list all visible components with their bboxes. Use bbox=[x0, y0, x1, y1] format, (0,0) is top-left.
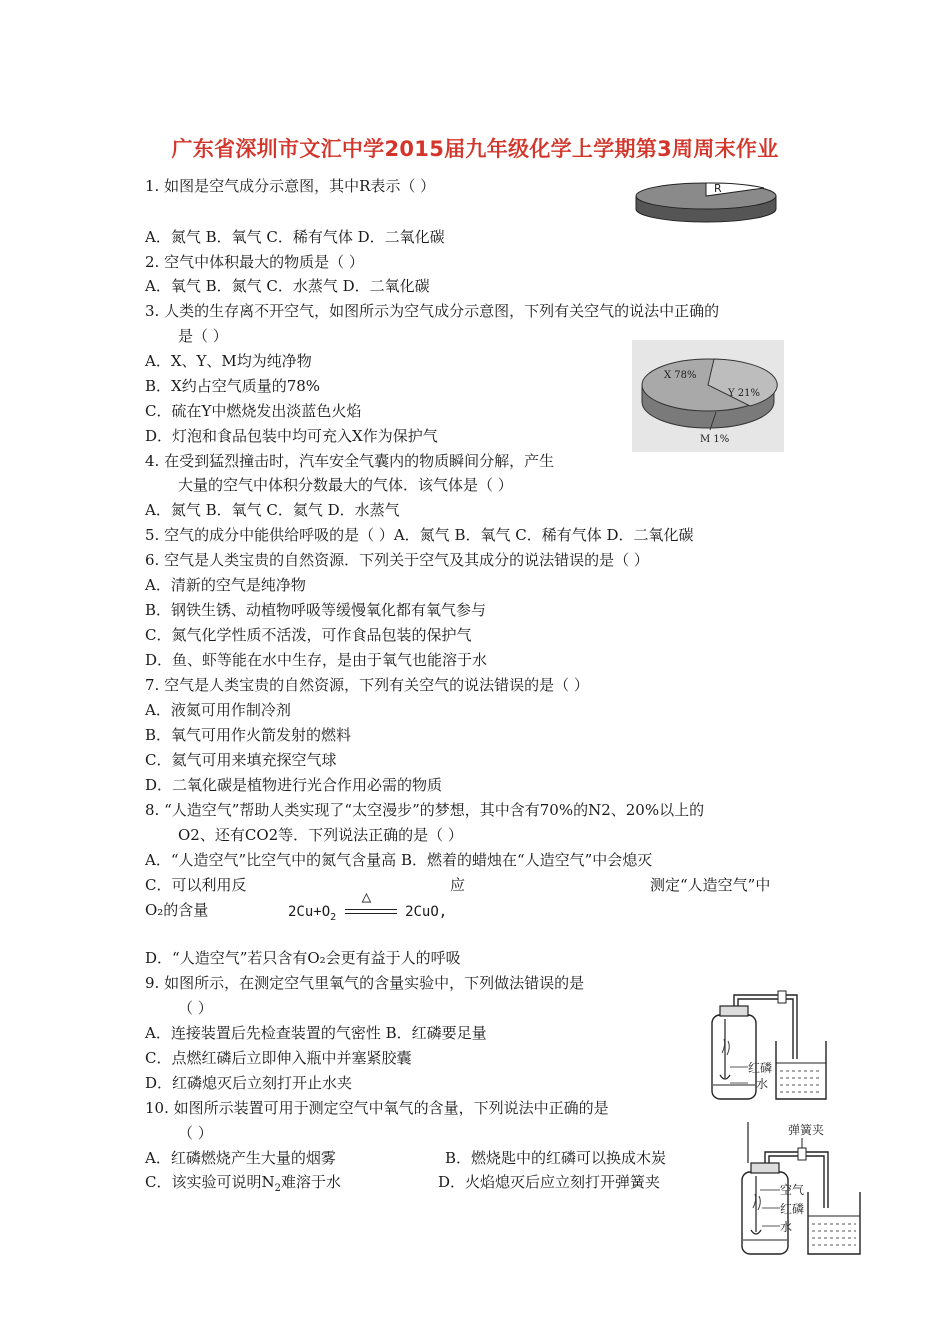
q7-option-d: D．二氧化碳是植物进行光合作用必需的物质 bbox=[145, 776, 443, 794]
reaction-equation bbox=[288, 887, 448, 928]
q6-stem: 6. 空气是人类宝贵的自然资源．下列关于空气及其成分的说法错误的是（ ） bbox=[145, 551, 649, 569]
q4-options: A．氮气 B．氧气 C．氦气 D．水蒸气 bbox=[145, 501, 400, 519]
q8-stem: 8. “人造空气”帮助人类实现了“太空漫步”的梦想，其中含有70%的N2、20%以上的 bbox=[145, 801, 705, 819]
q3-option-b: B．X约占空气质量的78% bbox=[145, 377, 321, 395]
fig2-label-y: Y 21% bbox=[728, 388, 761, 399]
q9-stem: 9. 如图所示，在测定空气里氧气的含量实验中，下列做法错误的是 bbox=[145, 974, 585, 992]
q3-option-c: C．硫在Y中燃烧发出淡蓝色火焰 bbox=[145, 402, 362, 420]
q1-options: A．氮气 B．氧气 C．稀有气体 D．二氧化碳 bbox=[145, 228, 445, 246]
q8-stem-cont: O2、还有CO2等．下列说法正确的是（ ） bbox=[178, 826, 463, 844]
q3-stem: 3. 人类的生存离不开空气，如图所示为空气成分示意图，下列有关空气的说法中正确的 bbox=[145, 302, 720, 320]
q7-option-c: C．氦气可用来填充探空气球 bbox=[145, 751, 337, 769]
q10-stem-cont: （ ） bbox=[178, 1124, 213, 1142]
q4-stem-cont: 大量的空气中体积分数最大的气体．该气体是（ ） bbox=[178, 476, 513, 494]
fig2-label-m: M 1% bbox=[700, 434, 730, 445]
air-composition-figure-2 bbox=[632, 340, 784, 452]
q10-option-d: D．火焰熄灭后应立刻打开弹簧夹 bbox=[438, 1173, 661, 1191]
q8-option-c-part1: C．可以利用反 bbox=[145, 876, 247, 894]
q8-option-c-part4: O₂的含量 bbox=[145, 901, 209, 919]
q10-option-c bbox=[145, 1172, 341, 1199]
q3-stem-cont: 是（ ） bbox=[178, 327, 228, 345]
fig3-label-water: 水 bbox=[756, 1077, 769, 1091]
equation-arrow bbox=[345, 887, 397, 917]
q9-options-ab: A．连接装置后先检查装置的气密性 B．红磷要足量 bbox=[145, 1024, 487, 1042]
fig4-label-red-phosphorus: 红磷 bbox=[780, 1202, 805, 1216]
q1-stem: 1. 如图是空气成分示意图，其中R表示（ ） bbox=[145, 177, 436, 195]
q2-stem: 2. 空气中体积最大的物质是（ ） bbox=[145, 253, 364, 271]
q9-stem-cont: （ ） bbox=[178, 999, 213, 1017]
q6-option-c: C．氮气化学性质不活泼，可作食品包装的保护气 bbox=[145, 626, 472, 644]
air-composition-figure-1 bbox=[630, 176, 780, 232]
q7-option-b: B．氧气可用作火箭发射的燃料 bbox=[145, 726, 352, 744]
page-title: 广东省深圳市文汇中学2015届九年级化学上学期第3周周末作业 bbox=[171, 137, 779, 161]
fig4-label-spring-clip: 弹簧夹 bbox=[788, 1123, 825, 1137]
q10-option-b: B．燃烧匙中的红磷可以换成木炭 bbox=[445, 1149, 667, 1167]
q6-option-a: A．清新的空气是纯净物 bbox=[145, 576, 306, 594]
oxygen-apparatus-figure-3 bbox=[700, 975, 835, 1105]
q6-option-d: D．鱼、虾等能在水中生存，是由于氧气也能溶于水 bbox=[145, 651, 488, 669]
q2-options: A．氧气 B．氮气 C．水蒸气 D．二氧化碳 bbox=[145, 277, 430, 295]
q9-option-d: D．红磷熄灭后立刻打开止水夹 bbox=[145, 1074, 353, 1092]
q8-option-c-part3: 测定“人造空气”中 bbox=[650, 876, 771, 894]
q8-options-ab: A．“人造空气”比空气中的氮气含量高 B．燃着的蜡烛在“人造空气”中会熄灭 bbox=[145, 851, 653, 869]
q10-option-a: A．红磷燃烧产生大量的烟雾 bbox=[145, 1149, 336, 1167]
q5-line: 5. 空气的成分中能供给呼吸的是（ ）A．氮气 B．氧气 C．稀有气体 D．二氧化碳 bbox=[145, 526, 694, 544]
q9-option-c: C．点燃红磷后立即伸入瓶中并塞紧胶囊 bbox=[145, 1049, 412, 1067]
q10-option-c-sub: 2 bbox=[274, 1183, 281, 1194]
equation-right: 2CuO, bbox=[405, 904, 448, 920]
q4-stem: 4. 在受到猛烈撞击时，汽车安全气囊内的物质瞬间分解，产生 bbox=[145, 452, 555, 470]
q10-option-c-tail: 难溶于水 bbox=[280, 1173, 341, 1191]
fig2-label-x: X 78% bbox=[664, 370, 697, 381]
fig4-label-water: 水 bbox=[780, 1220, 793, 1234]
oxygen-apparatus-figure-4 bbox=[730, 1120, 870, 1260]
heat-symbol: △ bbox=[361, 887, 372, 906]
equation-left: 2Cu+O bbox=[288, 904, 331, 920]
fig4-label-air: 空气 bbox=[780, 1183, 805, 1197]
fig1-label-r: R bbox=[714, 182, 722, 195]
q8-option-d: D．“人造空气”若只含有O₂会更有益于人的呼吸 bbox=[145, 949, 461, 967]
q10-stem: 10. 如图所示装置可用于测定空气中氧气的含量，下列说法中正确的是 bbox=[145, 1099, 609, 1117]
q7-stem: 7. 空气是人类宝贵的自然资源，下列有关空气的说法错误的是（ ） bbox=[145, 676, 589, 694]
q10-option-c-text: C．该实验可说明N bbox=[145, 1173, 275, 1191]
q3-option-d: D．灯泡和食品包装中均可充入X作为保护气 bbox=[145, 427, 438, 445]
q6-option-b: B．钢铁生锈、动植物呼吸等缓慢氧化都有氧气参与 bbox=[145, 601, 487, 619]
q7-option-a: A．液氮可用作制冷剂 bbox=[145, 701, 291, 719]
q3-option-a: A．X、Y、M均为纯净物 bbox=[145, 352, 312, 370]
fig3-label-red-phosphorus: 红磷 bbox=[748, 1061, 773, 1075]
q8-option-c-part2: 应 bbox=[450, 876, 466, 894]
equation-subscript: 2 bbox=[330, 911, 337, 923]
